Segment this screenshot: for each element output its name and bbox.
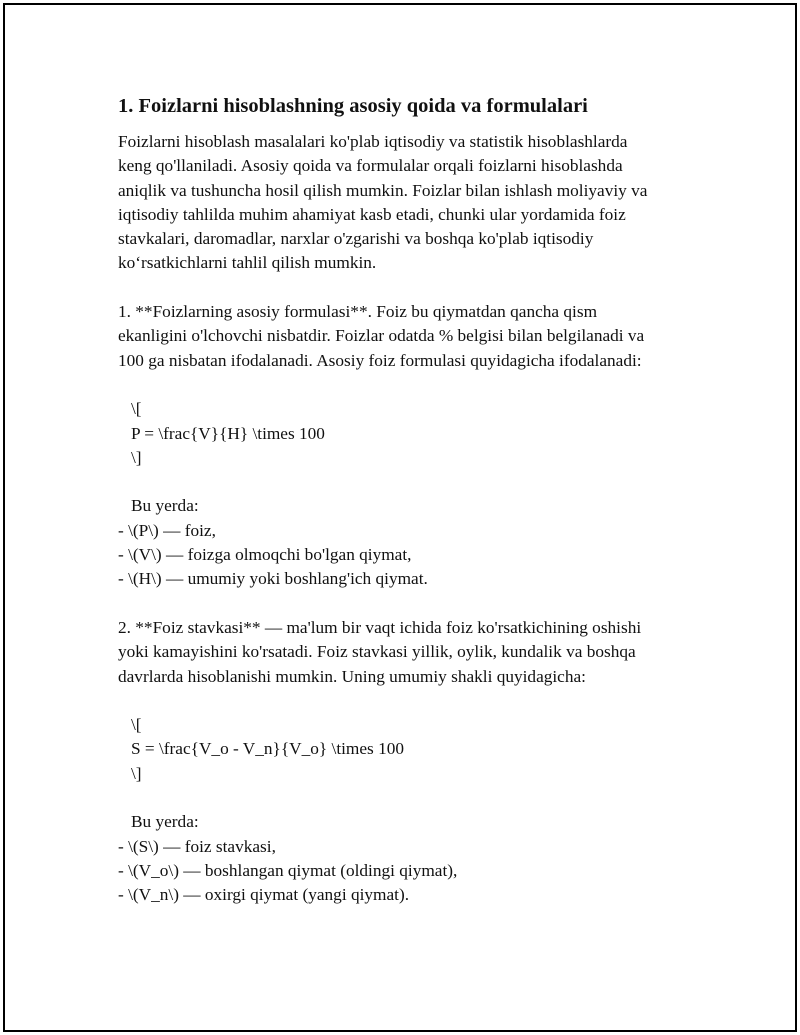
definition-item: - \(H\) — umumiy yoki boshlang'ich qiymat. xyxy=(118,569,428,589)
formula-expression: S = \frac{V_o - V_n}{V_o} \times 100 xyxy=(131,739,404,759)
paragraph-gap xyxy=(118,689,698,713)
paragraph-gap xyxy=(118,786,698,810)
section-1-paragraph xyxy=(118,300,698,373)
formula-2-block xyxy=(118,713,698,786)
paragraph-gap xyxy=(118,470,698,494)
text-line: 1. **Foizlarning asosiy formulasi**. Foiz bu qiymatdan qancha qism xyxy=(118,302,598,322)
where-2-block xyxy=(118,810,698,907)
document-body xyxy=(118,92,698,908)
formula-expression: P = \frac{V}{H} \times 100 xyxy=(131,423,325,443)
paragraph-gap xyxy=(118,373,698,397)
formula-open: \[ xyxy=(131,715,142,735)
where-label: Bu yerda: xyxy=(131,812,199,832)
section-2-paragraph xyxy=(118,616,698,689)
definition-item: - \(S\) — foiz stavkasi, xyxy=(118,836,276,856)
text-line: davrlarda hisoblanishi mumkin. Uning umumiy shakli quyidagicha: xyxy=(118,666,586,686)
definition-item: - \(V_n\) — oxirgi qiymat (yangi qiymat). xyxy=(118,885,410,905)
text-line: aniqlik va tushuncha hosil qilish mumkin. Foizlar bilan ishlash moliyaviy va xyxy=(118,180,648,200)
formula-1-block xyxy=(118,397,698,470)
text-line: keng qo'llaniladi. Asosiy qoida va formulalar orqali foizlarni hisoblashda xyxy=(118,156,623,176)
paragraph-gap xyxy=(118,276,698,300)
formula-close: \] xyxy=(131,447,142,467)
text-line: ko‘rsatkichlarni tahlil qilish mumkin. xyxy=(118,253,377,273)
where-1-block xyxy=(118,494,698,591)
text-line: iqtisodiy tahlilda muhim ahamiyat kasb etadi, chunki ular yordamida foiz xyxy=(118,204,626,224)
formula-open: \[ xyxy=(131,399,142,419)
formula-close: \] xyxy=(131,763,142,783)
text-line: yoki kamayishini ko'rsatadi. Foiz stavkasi yillik, oylik, kundalik va boshqa xyxy=(118,642,636,662)
text-line: ekanligini o'lchovchi nisbatdir. Foizlar odatda % belgisi bilan belgilanadi va xyxy=(118,326,645,346)
intro-paragraph xyxy=(118,130,698,276)
text-line: Foizlarni hisoblash masalalari ko'plab iqtisodiy va statistik hisoblashlarda xyxy=(118,132,628,151)
text-line: stavkalari, daromadlar, narxlar o'zgarishi va boshqa ko'plab iqtisodiy xyxy=(118,229,594,249)
page-title: 1. Foizlarni hisoblashning asosiy qoida va formulalari xyxy=(118,95,588,117)
where-label: Bu yerda: xyxy=(131,496,199,516)
definition-item: - \(V_o\) — boshlangan qiymat (oldingi qiymat), xyxy=(118,860,458,880)
definition-item: - \(V\) — foizga olmoqchi bo'lgan qiymat, xyxy=(118,545,412,565)
paragraph-gap xyxy=(118,592,698,616)
text-line: 100 ga nisbatan ifodalanadi. Asosiy foiz formulasi quyidagicha ifodalanadi: xyxy=(118,350,642,370)
text-line: 2. **Foiz stavkasi** — ma'lum bir vaqt ichida foiz ko'rsatkichining oshishi xyxy=(118,617,642,637)
definition-item: - \(P\) — foiz, xyxy=(118,520,216,540)
